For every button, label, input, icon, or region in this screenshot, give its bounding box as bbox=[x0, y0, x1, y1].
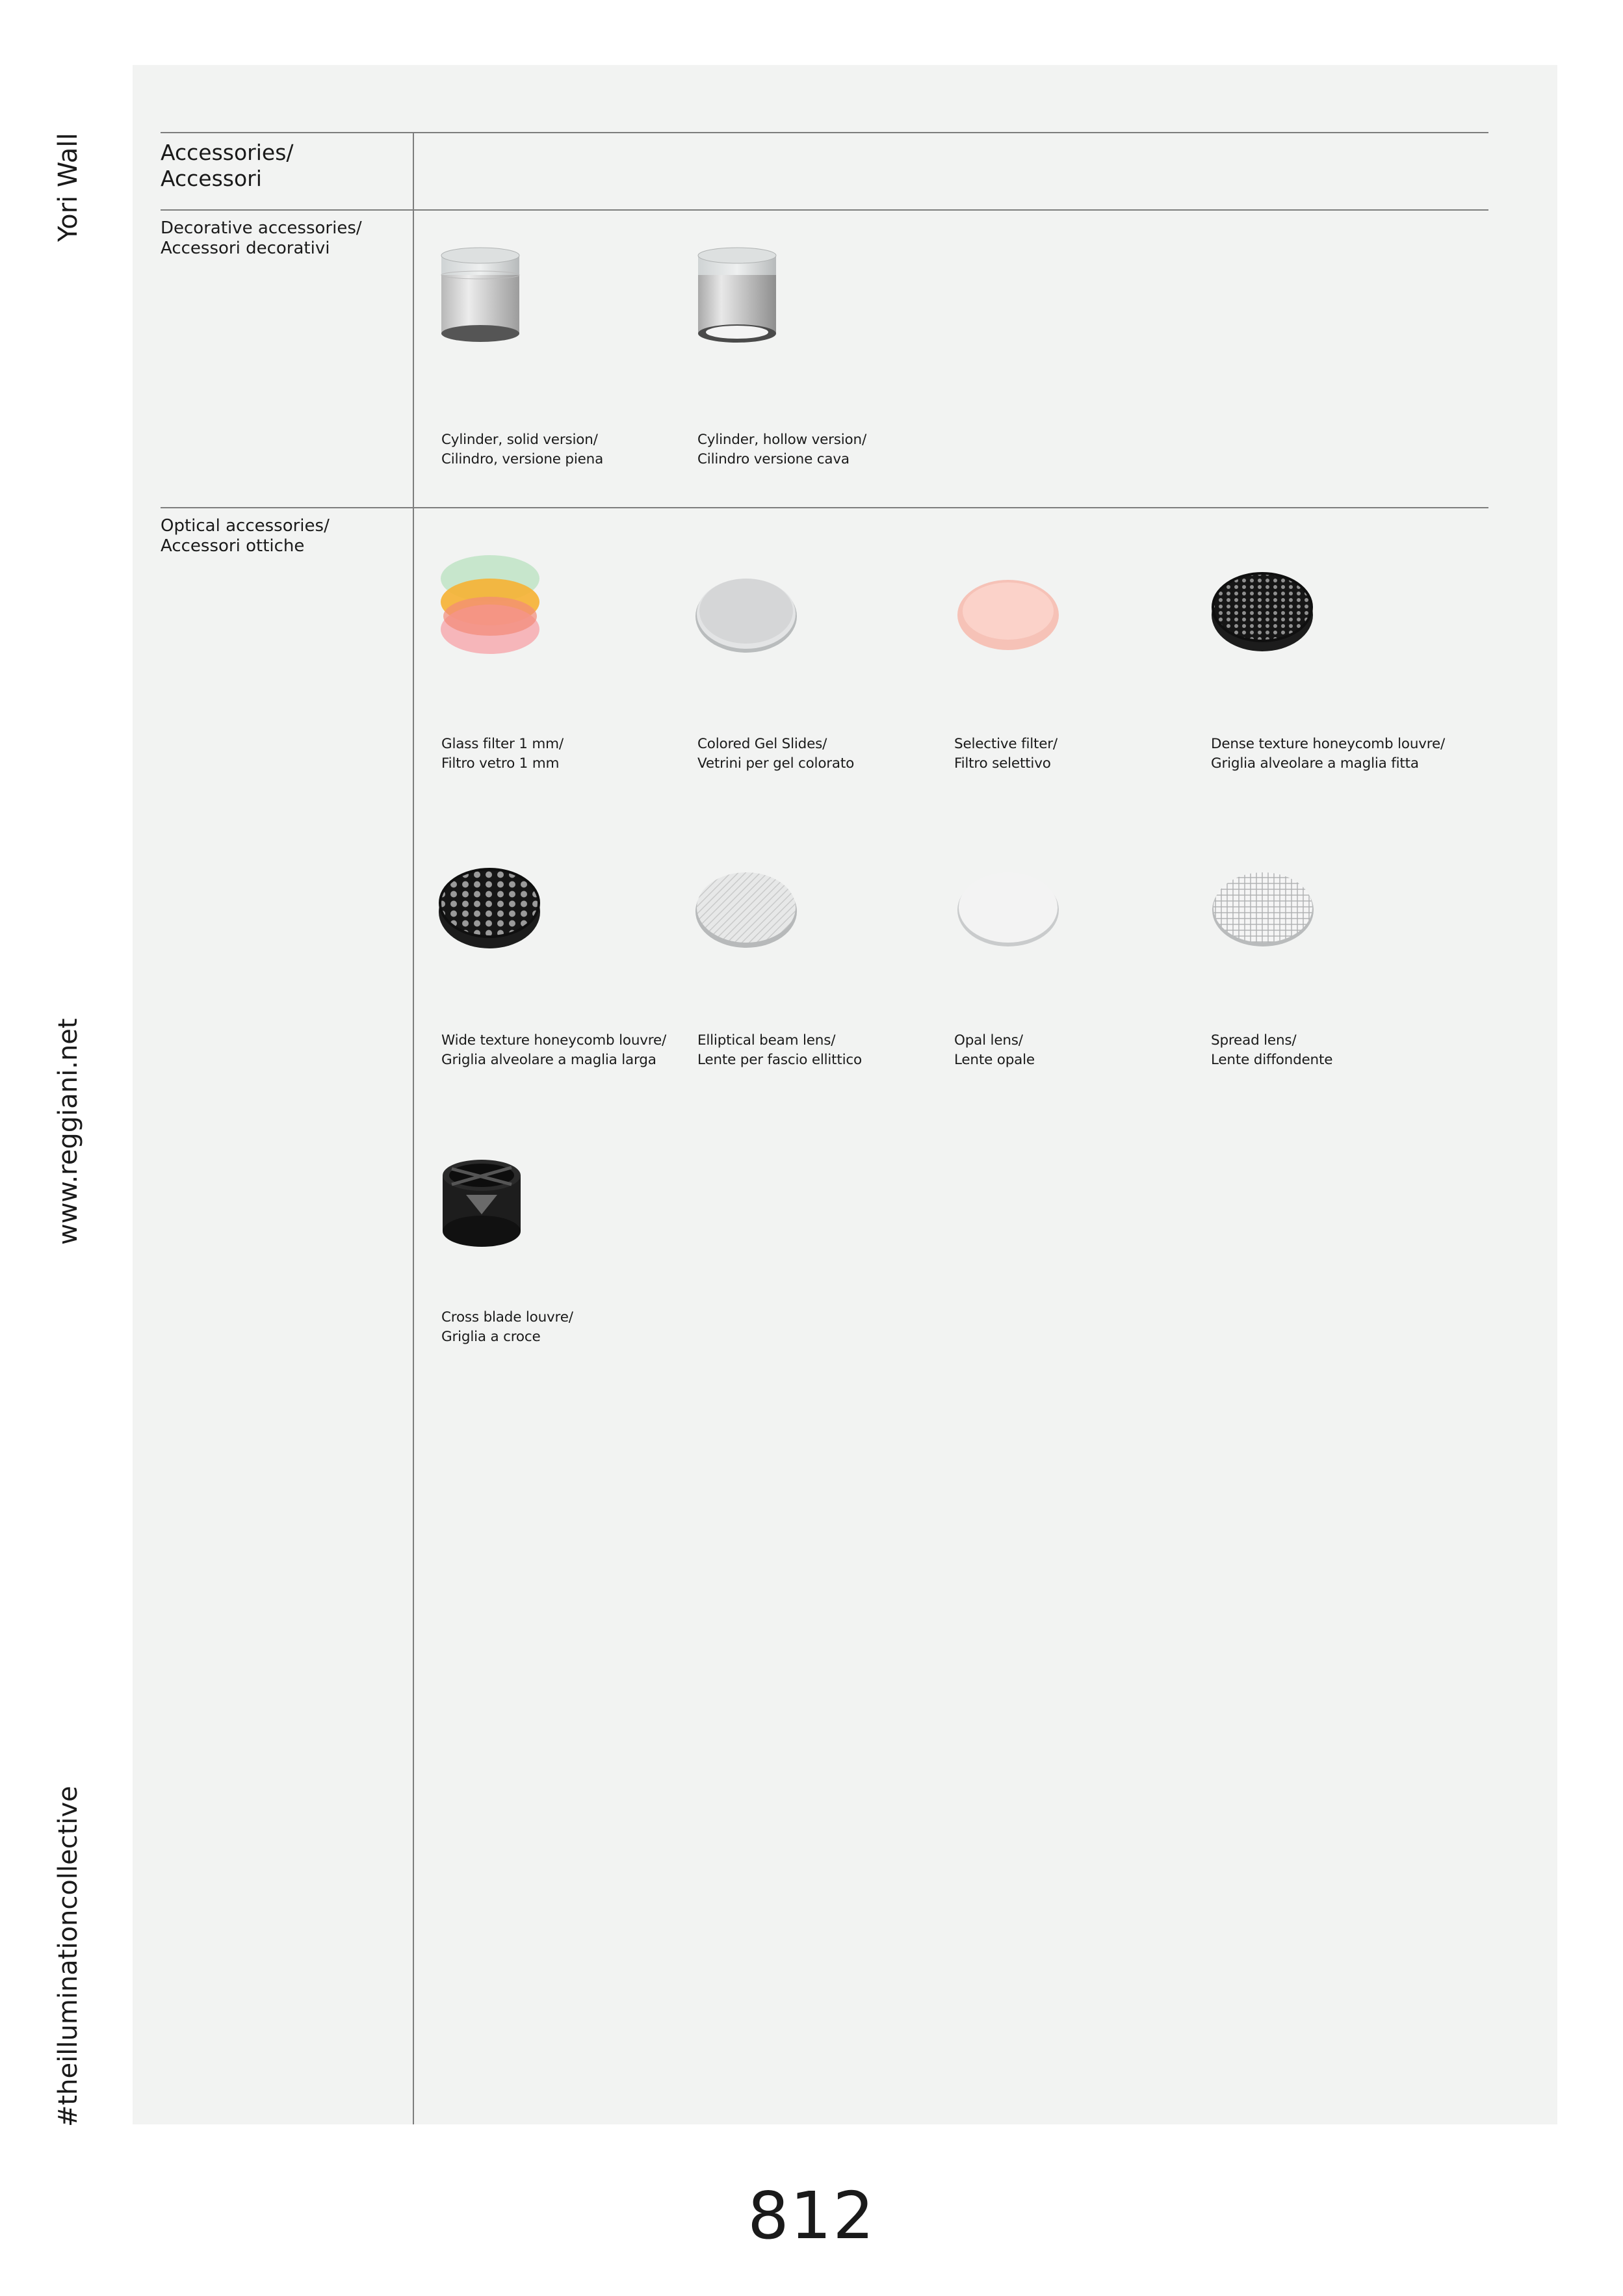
dense-honeycomb-icon bbox=[1209, 564, 1319, 655]
caption-wide-honeycomb: Wide texture honeycomb louvre/ Griglia alveolare a maglia larga bbox=[441, 1032, 667, 1068]
content-panel bbox=[133, 65, 1557, 2124]
caption-spread-lens: Spread lens/ Lente diffondente bbox=[1211, 1032, 1333, 1068]
elliptical-lens-icon bbox=[693, 866, 803, 950]
caption-glass-filter: Glass filter 1 mm/ Filtro vetro 1 mm bbox=[441, 736, 564, 772]
section-heading: Accessories/ Accessori bbox=[161, 140, 294, 191]
caption-cross-blade-louvre: Cross blade louvre/ Griglia a croce bbox=[441, 1309, 573, 1345]
side-website: www.reggiani.net bbox=[53, 1018, 83, 1245]
side-product-name: Yori Wall bbox=[53, 133, 83, 242]
wide-honeycomb-icon bbox=[436, 860, 547, 951]
cross-blade-louvre-icon bbox=[435, 1156, 532, 1253]
selective-filter-icon bbox=[955, 572, 1065, 657]
caption-opal-lens: Opal lens/ Lente opale bbox=[954, 1032, 1035, 1068]
rule-header-bottom bbox=[161, 209, 1488, 211]
gel-slide-icon bbox=[693, 571, 803, 655]
caption-gel-slide: Colored Gel Slides/ Vetrini per gel colorato bbox=[697, 736, 855, 772]
decorative-heading: Decorative accessories/ Accessori decorativi bbox=[161, 218, 362, 258]
glass-filter-icon bbox=[438, 551, 542, 668]
caption-selective-filter: Selective filter/ Filtro selettivo bbox=[954, 736, 1058, 772]
rule-section-divider bbox=[161, 507, 1488, 508]
rule-top bbox=[161, 132, 1488, 133]
spread-lens-icon bbox=[1210, 866, 1320, 950]
caption-cylinder-solid: Cylinder, solid version/ Cilindro, versione piena bbox=[441, 432, 604, 467]
caption-elliptical-lens: Elliptical beam lens/ Lente per fascio ellittico bbox=[697, 1032, 862, 1068]
optical-heading: Optical accessories/ Accessori ottiche bbox=[161, 516, 330, 556]
cylinder-hollow-icon bbox=[690, 244, 781, 348]
cylinder-solid-icon bbox=[434, 244, 525, 348]
page-number: 812 bbox=[747, 2178, 876, 2254]
caption-dense-honeycomb: Dense texture honeycomb louvre/ Griglia alveolare a maglia fitta bbox=[1211, 736, 1446, 772]
caption-cylinder-hollow: Cylinder, hollow version/ Cilindro versione cava bbox=[697, 432, 866, 467]
column-divider bbox=[413, 132, 414, 2124]
side-hashtag: #theilluminationcollective bbox=[53, 1786, 83, 2127]
opal-lens-icon bbox=[955, 866, 1065, 950]
